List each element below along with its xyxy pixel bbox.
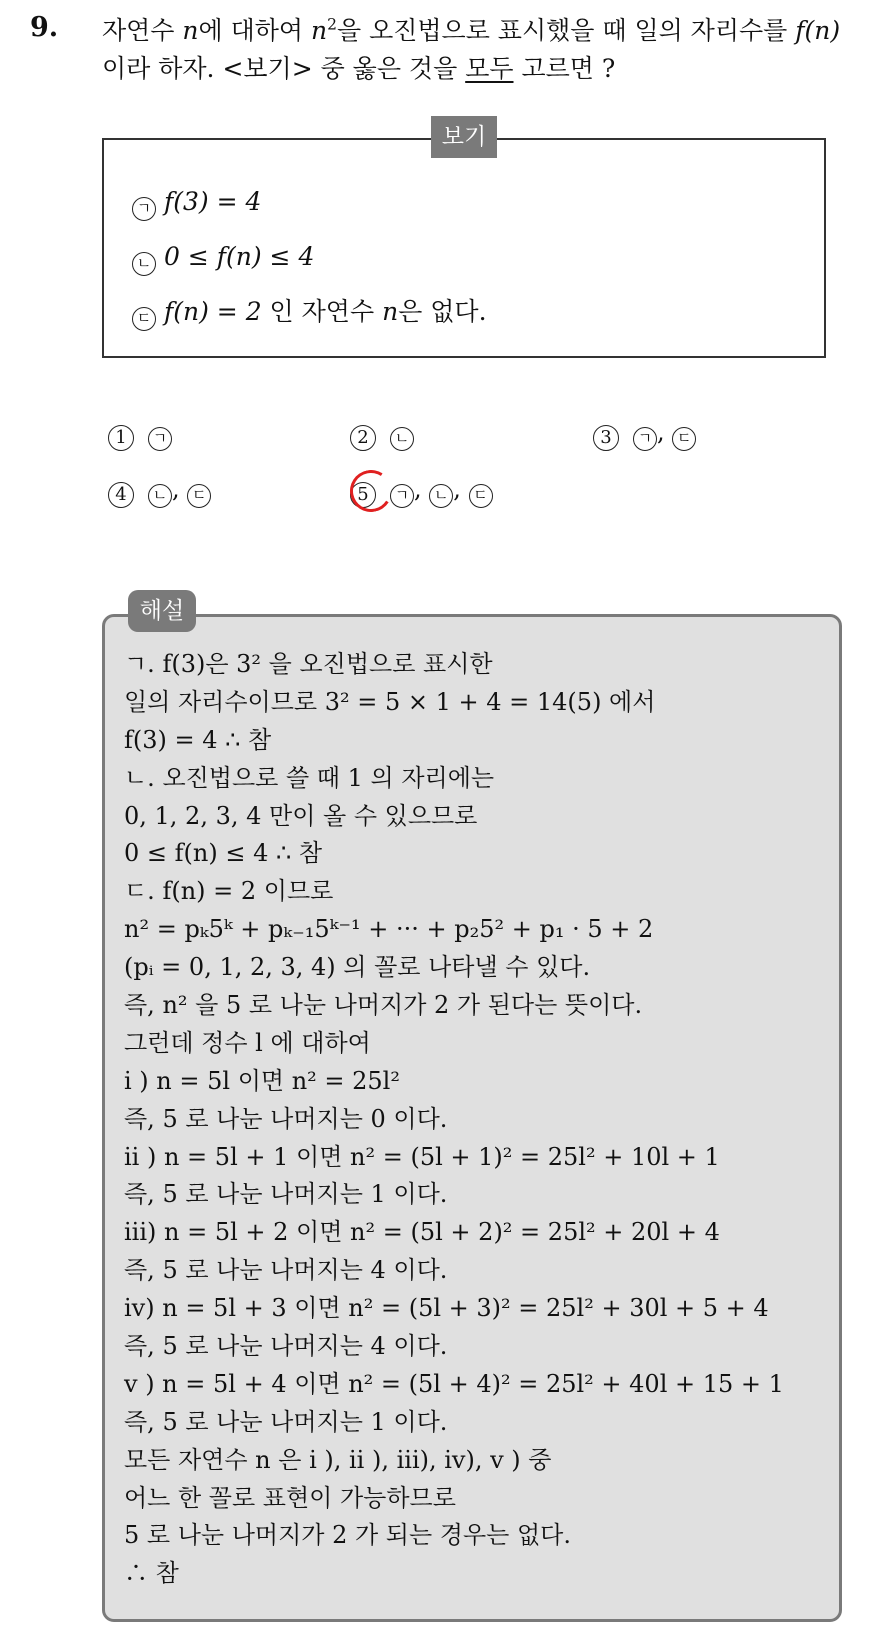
bogi-item-text: f(3) = 4 [164, 187, 262, 216]
solution-line: i ) n = 5l 이면 n² = 25l² [124, 1066, 400, 1095]
solution-line: iii) n = 5l + 2 이면 n² = (5l + 2)² = 25l² + 20l + 4 [124, 1218, 720, 1247]
solution-line: 즉, 5 로 나눈 나머지는 1 이다. [124, 1407, 448, 1436]
circled-letter-marker: ㄷ [672, 427, 696, 451]
solution-line: ㄴ. 오진법으로 쓸 때 1 의 자리에는 [124, 763, 495, 792]
math-var: n [382, 297, 399, 326]
math-var: n [182, 16, 199, 45]
circled-letter-marker: ㄷ [132, 307, 156, 331]
solution-line: n² = pₖ5ᵏ + pₖ₋₁5ᵏ⁻¹ + ··· + p₂5² + p₁ · 5 + 2 [124, 915, 654, 944]
solution-line: ㄱ. f(3)은 3² 을 오진법으로 표시한 [124, 650, 493, 678]
bogi-item-2 [132, 240, 314, 276]
circled-letter-marker: ㄱ [633, 427, 657, 451]
question-number: 9. [30, 12, 59, 43]
choice-2[interactable] [350, 415, 414, 451]
choice-number-marker: 3 [593, 425, 619, 451]
math-function: f(n) [795, 16, 841, 45]
bogi-item-text: 인 자연수 [261, 297, 383, 326]
solution-line: 즉, 5 로 나눈 나머지는 1 이다. [124, 1180, 448, 1209]
solution-line: 어느 한 꼴로 표현이 가능하므로 [124, 1483, 456, 1512]
question-text-part: 자연수 [102, 16, 183, 45]
solution-line: 모든 자연수 n 은 i ), ii ), iii), iv), v ) 중 [124, 1445, 552, 1474]
solution-line: 0 ≤ f(n) ≤ 4 ∴ 참 [124, 839, 323, 868]
question-text-part: 에 대하여 [198, 16, 312, 45]
solution-line: 일의 자리수이므로 3² = 5 × 1 + 4 = 14(5) 에서 [124, 687, 656, 716]
solution-line: ㄷ. f(n) = 2 이므로 [124, 877, 334, 906]
circled-letter-marker: ㄱ [148, 427, 172, 451]
solution-line: 즉, n² 을 5 로 나눈 나머지가 2 가 된다는 뜻이다. [124, 991, 643, 1020]
circled-letter-marker: ㄷ [187, 484, 211, 508]
choice-5[interactable]: 5 ㄱ , ㄴ , ㄷ [350, 472, 493, 508]
solution-line: v ) n = 5l + 4 이면 n² = (5l + 4)² = 25l² + 40l + 15 + 1 [124, 1369, 784, 1398]
solution-line: f(3) = 4 ∴ 참 [124, 725, 272, 754]
circled-letter-marker: ㄷ [469, 484, 493, 508]
solution-line: 5 로 나눈 나머지가 2 가 되는 경우는 없다. [124, 1521, 571, 1550]
solution-line: 즉, 5 로 나눈 나머지는 4 이다. [124, 1256, 448, 1285]
solution-line: 즉, 5 로 나눈 나머지는 0 이다. [124, 1104, 448, 1133]
choice-number-marker: 2 [350, 425, 376, 451]
choice-4[interactable]: 4 ㄴ , ㄷ [108, 472, 211, 508]
choice-3[interactable]: 3 ㄱ , ㄷ [593, 415, 696, 451]
solution-tag: 해설 [128, 590, 196, 632]
solution-line: ii ) n = 5l + 1 이면 n² = (5l + 1)² = 25l² + 10l + 1 [124, 1142, 720, 1171]
circled-letter-marker: ㄴ [132, 252, 156, 276]
circled-letter-marker: ㄱ [132, 197, 156, 221]
choice-number-marker: 4 [108, 482, 134, 508]
bogi-item-3 [132, 295, 487, 331]
underlined-word: 모두 [465, 54, 514, 83]
math-exponent: 2 [327, 15, 337, 34]
circled-letter-marker: ㄴ [429, 484, 453, 508]
question-line-1 [102, 12, 872, 50]
solution-line: ∴ 참 [124, 1559, 179, 1588]
bogi-item-math: f(n) = 2 [164, 297, 262, 326]
question-text [102, 12, 872, 88]
bogi-tag: 보기 [431, 116, 497, 158]
solution-line: 그런데 정수 l 에 대하여 [124, 1028, 371, 1057]
circled-letter-marker: ㄱ [390, 484, 414, 508]
choice-number-marker: 5 [350, 482, 376, 508]
choice-number-marker: 1 [108, 425, 134, 451]
solution-line: (pᵢ = 0, 1, 2, 3, 4) 의 꼴로 나타낼 수 있다. [124, 953, 591, 982]
solution-line: 즉, 5 로 나눈 나머지는 4 이다. [124, 1332, 448, 1361]
solution-lines [124, 646, 836, 1593]
choice-1[interactable] [108, 415, 172, 451]
question-text-part: 이라 하자. <보기> 중 옳은 것을 [102, 54, 466, 83]
question-line-2 [102, 50, 872, 88]
circled-letter-marker: ㄴ [390, 427, 414, 451]
question-text-part: 을 오진법으로 표시했을 때 일의 자리수를 [337, 16, 796, 45]
question-text-part: 고르면 ? [513, 54, 616, 83]
math-var: n [311, 16, 328, 45]
solution-line: iv) n = 5l + 3 이면 n² = (5l + 3)² = 25l² + 30l + 5 + 4 [124, 1294, 769, 1323]
bogi-item-text: 0 ≤ f(n) ≤ 4 [164, 242, 315, 271]
bogi-item-1 [132, 185, 261, 221]
solution-line: 0, 1, 2, 3, 4 만이 올 수 있으므로 [124, 801, 478, 830]
bogi-item-text: 은 없다. [398, 297, 487, 326]
circled-letter-marker: ㄴ [148, 484, 172, 508]
